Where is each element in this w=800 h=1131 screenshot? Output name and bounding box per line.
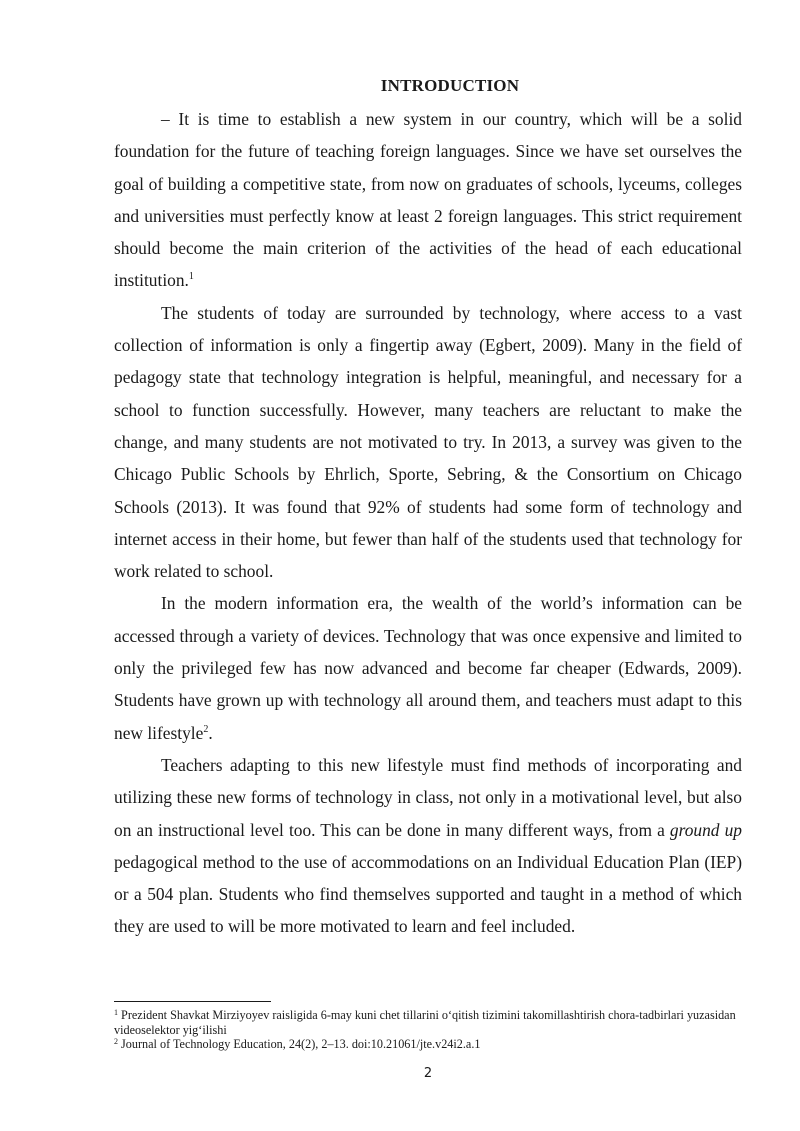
footnote-text-1: Prezident Shavkat Mirziyoyev raisligida 6-may kuni chet tillarini o‘qitish tizimini takomillashtirish chora-tadbirlari yuzasidan videoselektor yig‘ilishi: [114, 1008, 736, 1037]
paragraph-4-text-end: pedagogical method to the use of accommodations on an Individual Education Plan (IEP) or a 504 plan. Students who find themselves supported and taught in a method of which they are used to will be more motivated to learn and feel included.: [114, 851, 742, 937]
footnote-text-2: Journal of Technology Education, 24(2), 2–13. doi:10.21061/jte.v24i2.a.1: [121, 1037, 481, 1052]
footnote-mark-2: 2: [114, 1037, 118, 1047]
paragraph-4-text-start: Teachers adapting to this new lifestyle must find methods of incorporating and utilizing these new forms of technology in class, not only in a motivational level, but also on an instructional level too. This can be done in many different ways, from a: [114, 754, 742, 840]
paragraph-3-text: In the modern information era, the wealth of the world’s information can be accessed through a variety of devices. Technology that was once expensive and limited to only the privileged few has now advanced and become far cheaper (Edwards, 2009). Students have grown up with technology all around them, and teachers must adapt to this new lifestyle: [114, 593, 742, 743]
paragraph-1: [114, 103, 742, 297]
paragraph-1-text: – It is time to establish a new system in our country, which will be a solid foundation for the future of teaching foreign languages. Since we have set ourselves the goal of building a competitive state, from now on graduates of schools, lyceums, colleges and universities must perfectly know at least 2 foreign languages. This strict requirement should become the main criterion of the activities of the head of each educational institution.: [114, 109, 742, 291]
paragraph-2: The students of today are surrounded by technology, where access to a vast collection of information is only a fingertip away (Egbert, 2009). Many in the field of pedagogy state that technology integration is helpful, meaningful, and necessary for a school to function successfully. However, many teachers are reluctant to make the change, and many students are not motivated to try. In 2013, a survey was given to the Chicago Public Schools by Ehrlich, Sporte, Sebring, & the Consortium on Chicago Schools (2013). It was found that 92% of students had some form of technology and internet access in their home, but fewer than half of the students used that technology for work related to school.: [114, 302, 742, 582]
body-text: [114, 103, 742, 943]
page-number: 2: [423, 1066, 433, 1081]
section-title: INTRODUCTION: [380, 76, 520, 95]
footnote-ref-1: 1: [188, 271, 194, 283]
paragraph-3: [114, 587, 742, 748]
footnote-ref-2: 2: [203, 723, 209, 735]
paragraph-3-end: .: [208, 722, 213, 743]
paragraph-4-emphasis: ground up: [669, 819, 742, 840]
footnote-2: [114, 1037, 742, 1052]
document-page: [114, 0, 742, 1131]
paragraph-4: [114, 749, 742, 943]
footnote-separator: [114, 1001, 271, 1002]
footnote-1: [114, 1008, 742, 1037]
footnote-mark-1: 1: [114, 1008, 118, 1017]
footnotes: [114, 1008, 742, 1052]
